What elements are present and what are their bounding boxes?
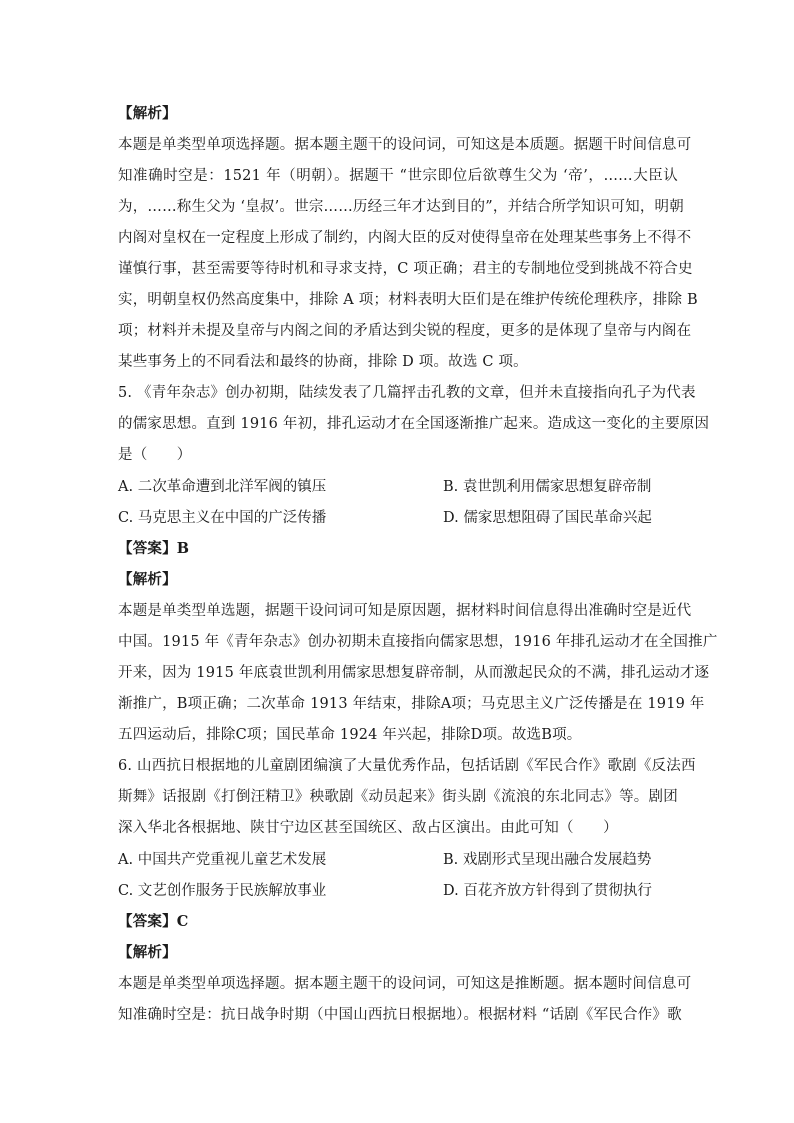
question-6-option-c: C. 文艺创作服务于民族解放事业 — [118, 883, 327, 899]
analysis-line: 项；材料并未提及皇帝与内阁之间的矛盾达到尖锐的程度，更多的是体现了皇帝与内阁在 — [118, 323, 692, 339]
question-6-stem: 深入华北各根据地、陕甘宁边区甚至国统区、敌占区演出。由此可知（ ） — [118, 820, 618, 836]
analysis-line: 谨慎行事，甚至需要等待时机和寻求支持，C 项正确；君主的专制地位受到挑战不符合史 — [118, 261, 693, 277]
analysis-line: 知准确时空是：1521 年（明朝）。据题干 “世宗即位后欲尊生父为 ‘帝’，……大臣认 — [118, 168, 678, 184]
analysis-heading: 【解析】 — [118, 105, 177, 122]
question-5-analysis-line: 五四运动后，排除C项；国民革命 1924 年兴起，排除D项。故选B项。 — [118, 727, 582, 743]
question-6-analysis-line: 本题是单类型单项选择题。据本题主题干的设问词，可知这是推断题。据本题时间信息可 — [118, 976, 692, 992]
question-5-stem: 是（ ） — [118, 447, 192, 463]
question-6-answer: 【答案】C — [118, 913, 189, 930]
question-6-option-a: A. 中国共产党重视儿童艺术发展 — [118, 852, 327, 868]
analysis-line: 某些事务上的不同看法和最终的协商，排除 D 项。故选 C 项。 — [118, 354, 528, 370]
question-5-analysis-line: 本题是单类型单选题，据题干设问词可知是原因题，据材料时间信息得出准确时空是近代 — [118, 603, 692, 619]
question-5-option-d: D. 儒家思想阻碍了国民革命兴起 — [443, 510, 652, 526]
question-6-stem: 6. 山西抗日根据地的儿童剧团编演了大量优秀作品，包括话剧《军民合作》歌剧《反法西 — [118, 758, 696, 774]
question-6-option-d: D. 百花齐放方针得到了贯彻执行 — [443, 883, 652, 899]
question-6-analysis-heading: 【解析】 — [118, 944, 177, 961]
question-5-analysis-line: 开来，因为 1915 年底袁世凯利用儒家思想复辟帝制，从而激起民众的不满，排孔运动才逐 — [118, 665, 710, 681]
question-5-analysis-line: 中国。1915 年《青年杂志》创办初期未直接指向儒家思想，1916 年排孔运动才在全国推广 — [118, 634, 718, 650]
question-5-option-a: A. 二次革命遭到北洋军阀的镇压 — [118, 479, 327, 495]
question-5-option-c: C. 马克思主义在中国的广泛传播 — [118, 510, 327, 526]
question-5-answer: 【答案】B — [118, 540, 190, 557]
analysis-line: 本题是单类型单项选择题。据本题主题干的设问词，可知这是本质题。据题干时间信息可 — [118, 137, 692, 153]
question-6-option-b: B. 戏剧形式呈现出融合发展趋势 — [443, 852, 652, 868]
analysis-line: 为，……称生父为 ‘皇叔’。世宗……历经三年才达到目的”，并结合所学知识可知，明朝 — [118, 199, 684, 215]
question-5-analysis-line: 渐推广，B项正确；二次革命 1913 年结束，排除A项；马克思主义广泛传播是在 1919 年 — [118, 696, 705, 712]
question-5-analysis-heading: 【解析】 — [118, 571, 177, 588]
analysis-line: 内阁对皇权在一定程度上形成了制约，内阁大臣的反对使得皇帝在处理某些事务上不得不 — [118, 230, 692, 246]
question-5-option-b: B. 袁世凯利用儒家思想复辟帝制 — [443, 479, 652, 495]
question-5-stem: 的儒家思想。直到 1916 年初，排孔运动才在全国逐渐推广起来。造成这一变化的主要原因 — [118, 416, 710, 432]
question-5-stem: 5. 《青年杂志》创办初期，陆续发表了几篇抨击孔教的文章，但并未直接指向孔子为代表 — [118, 385, 696, 401]
question-6-analysis-line: 知准确时空是：抗日战争时期（中国山西抗日根据地）。根据材料 “话剧《军民合作》歌 — [118, 1007, 682, 1023]
analysis-line: 实，明朝皇权仍然高度集中，排除 A 项；材料表明大臣们是在维护传统伦理秩序，排除 B — [118, 292, 698, 308]
question-6-stem: 斯舞》话报剧《打倒汪精卫》秧歌剧《动员起来》街头剧《流浪的东北同志》等。剧团 — [118, 789, 678, 805]
